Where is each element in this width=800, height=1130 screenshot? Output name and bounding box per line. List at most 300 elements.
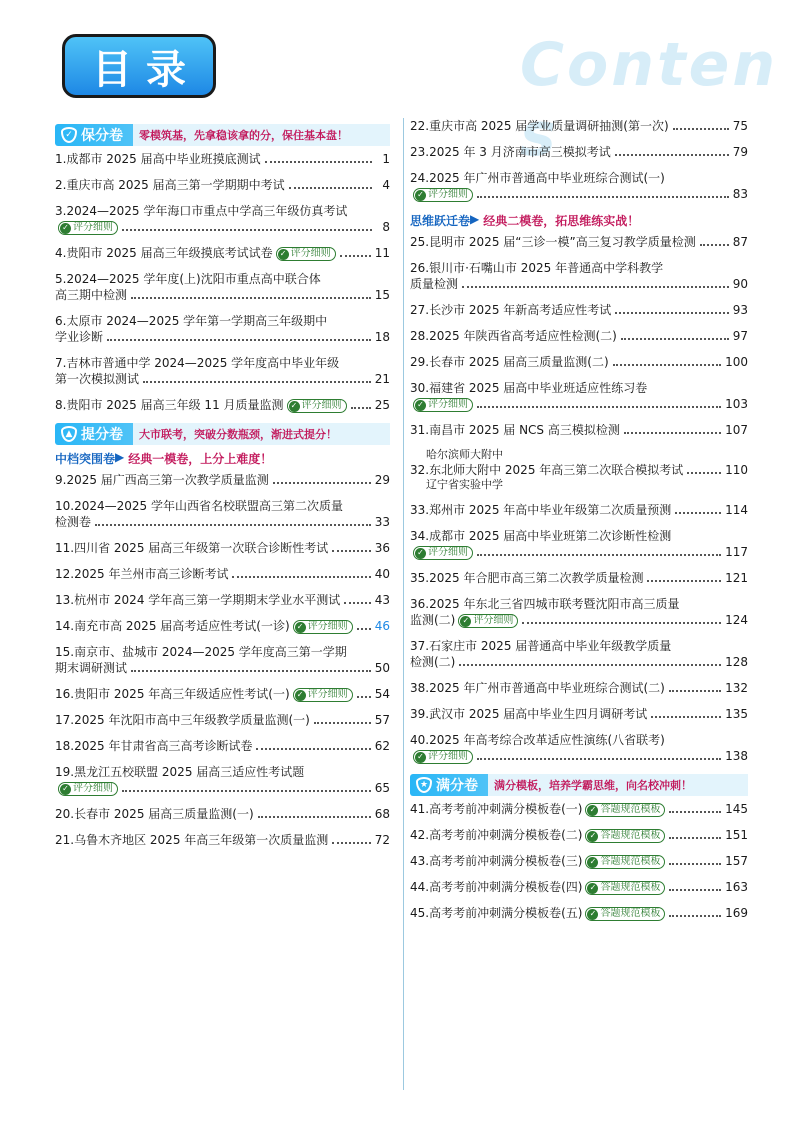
check-icon: ✓ [295,690,306,701]
entry-number: 18. [55,739,75,753]
entry-line [55,644,390,660]
page-title: 目录 [62,34,216,98]
toc-entry[interactable] [410,853,748,869]
entry-line [55,686,390,702]
entry-number: 38. [410,681,430,695]
toc-entry[interactable] [410,706,748,722]
entry-title [55,329,103,345]
tag-label: 答题规范模板 [600,856,661,867]
entry-number: 45. [410,906,430,920]
entry-title [410,528,671,544]
leader-dots [477,196,729,198]
page-number: 145 [725,802,748,816]
toc-entry[interactable] [55,355,390,387]
entry-number: 26. [410,261,430,275]
entry-title-text: 黑龙江五校联盟 2025 届高三适应性考试题 [74,765,305,779]
entry-number: 15. [55,645,75,659]
sub-header-siwei [410,212,748,229]
entry-line [55,313,390,329]
toc-entry[interactable] [55,832,390,848]
detail-tag [585,907,665,921]
tag-label: 答题规范模板 [600,804,661,815]
entry-number: 6. [55,314,67,328]
entry-line [55,329,390,345]
entry-title [55,806,254,822]
toc-entry[interactable] [55,245,390,261]
entry-number: 17. [55,713,75,727]
toc-list-manfen [410,801,748,921]
entry-line [410,234,748,250]
toc-entry[interactable] [55,686,390,702]
leader-dots [256,748,370,750]
leader-dots [357,628,371,630]
entry-title [410,570,643,586]
column-divider [403,118,404,1090]
page-number: 107 [725,423,748,437]
entry-title [410,462,683,478]
sub-label: 思维跃迁卷 [410,214,471,228]
entry-number: 29. [410,355,430,369]
toc-entry[interactable] [55,498,390,530]
entry-title [55,355,339,371]
tag-label: 评分细则 [73,783,113,794]
section-header-tifen [55,423,390,445]
leader-dots [477,554,721,556]
entry-title [55,472,269,488]
section-name: 保分卷 [81,128,123,144]
toc-entry[interactable] [410,596,748,628]
entry-title-text: 杭州市 2024 学年高三第一学期期末学业水平测试 [74,593,341,607]
toc-entry[interactable] [410,801,748,817]
entry-title [410,612,455,628]
page-number: 87 [732,235,748,249]
page-number: 50 [374,661,390,675]
entry-title [410,905,582,921]
leader-dots [669,889,721,891]
toc-entry[interactable] [55,397,390,413]
entry-number: 24. [410,171,430,185]
entry-line [55,712,390,728]
check-icon: ✓ [278,249,289,260]
toc-entry[interactable] [410,144,748,160]
entry-number: 23. [410,145,430,159]
detail-tag [585,855,665,869]
toc-entry[interactable] [55,313,390,345]
leader-dots [107,339,371,341]
entry-line [410,612,748,628]
entry-line [410,422,748,438]
entry-title-text: 检测(二) [410,655,456,669]
page-number: 29 [374,473,390,487]
entry-line [55,472,390,488]
toc-entry[interactable] [410,234,748,250]
check-icon: ✓ [415,190,426,201]
entry-number: 44. [410,880,430,894]
page-number: 33 [374,515,390,529]
right-column [410,118,748,931]
page-number: 40 [374,567,390,581]
leader-dots [615,154,729,156]
entry-line [410,380,748,396]
entry-title-text: 2025 年 3 月济南市高三模拟考试 [429,145,611,159]
leader-dots [273,482,371,484]
entry-title [55,313,327,329]
entry-title-text: 成都市 2025 届高中毕业班摸底测试 [66,152,261,166]
toc-entry[interactable] [55,472,390,488]
leader-dots [95,524,371,526]
entry-title [410,853,582,869]
page-number: 169 [725,906,748,920]
toc-entry[interactable] [55,540,390,556]
entry-number: 21. [55,833,75,847]
entry-title-text: 东北师大附中 2025 年高三第二次联合模拟考试 [429,463,684,477]
contents-watermark: Conten s [520,30,779,170]
entry-title [55,287,127,303]
page-number: 57 [374,713,390,727]
toc-entry[interactable] [410,422,748,438]
toc-entry[interactable] [410,354,748,370]
detail-tag [58,221,118,235]
entry-title-text: 2025 年广州市普通高中毕业班综合测试(一) [429,171,665,185]
entry-number: 39. [410,707,430,721]
leader-dots [621,338,729,340]
entry-line [55,806,390,822]
tag-label: 评分细则 [307,689,348,700]
toc-entry[interactable] [55,618,390,634]
entry-line [410,354,748,370]
entry-number: 14. [55,619,75,633]
entry-title [410,354,609,370]
check-icon: ✓ [60,784,71,795]
page-number: 110 [725,463,748,477]
entry-title-text: 高考考前冲刺满分模板卷(三) [429,854,583,868]
entry-title [55,618,290,634]
toc-entry[interactable] [55,764,390,796]
detail-tag [413,750,473,764]
page-number: 124 [725,613,748,627]
entry-title [55,271,321,287]
entry-title-text: 南昌市 2025 届 NCS 高三模拟检测 [429,423,620,437]
entry-title-text: 南充市高 2025 届高考适应性考试(一诊) [74,619,290,633]
entry-line [410,396,748,412]
detail-tag [293,620,353,634]
entry-number: 16. [55,687,75,701]
leader-dots [669,811,721,813]
toc-entry[interactable] [410,570,748,586]
entry-title-text: 2025 年高考综合改革适应性演练(八省联考) [429,733,665,747]
entry-title-text: 高考考前冲刺满分模板卷(一) [429,802,583,816]
entry-title-text: 2024—2025 学年海口市重点中学高三年级仿真考试 [66,204,348,218]
entry-title-text: 高三期中检测 [55,288,128,302]
toc-entry[interactable] [410,502,748,518]
entry-title [55,566,228,582]
page-number: 36 [374,541,390,555]
entry-title [410,380,647,396]
entry-number: 43. [410,854,430,868]
leader-dots [647,580,721,582]
page-number: 93 [732,303,748,317]
toc-entry[interactable] [410,638,748,670]
entry-title [410,502,671,518]
check-icon: ✓ [415,548,426,559]
page-number: 43 [374,593,390,607]
entry-line [55,219,390,235]
tag-label: 答题规范模板 [600,882,661,893]
entry-number: 3. [55,204,67,218]
entry-line [55,397,390,413]
toc-entry[interactable] [55,712,390,728]
page-number: 46 [374,619,390,633]
entry-title-text: 2025 年东北三省四城市联考暨沈阳市高三质量 [429,597,680,611]
entry-number: 36. [410,597,430,611]
tag-label: 评分细则 [290,248,331,259]
entry-line [55,738,390,754]
entry-number: 25. [410,235,430,249]
entry-title-text: 贵阳市 2025 届高三年级 11 月质量监测 [66,398,284,412]
entry-title-text: 石家庄市 2025 届普通高中毕业年级教学质量 [429,639,672,653]
entry-number: 40. [410,733,430,747]
entry-line [410,544,748,560]
leader-dots [314,722,371,724]
entry-title-text: 太原市 2024—2025 学年第一学期高三年级期中 [66,314,328,328]
entry-title [55,540,328,556]
leader-dots [265,161,372,163]
entry-number: 37. [410,639,430,653]
check-icon: ✓ [587,857,598,868]
entry-title-text: 成都市 2025 届高中毕业班第二次诊断性检测 [429,529,672,543]
entry-line [410,654,748,670]
tag-label: 评分细则 [428,547,468,558]
toc-entry[interactable] [410,680,748,696]
check-icon: ✓ [415,400,426,411]
check-icon: ✓ [587,909,598,920]
toc-entry[interactable] [55,177,390,193]
leader-dots [459,664,721,666]
entry-title-text: 高考考前冲刺满分模板卷(四) [429,880,583,894]
entry-number: 5. [55,272,67,286]
entry-title-text: 乌鲁木齐地区 2025 年高三年级第一次质量监测 [74,833,329,847]
entry-line [410,462,748,478]
page-number: 157 [725,854,748,868]
leader-dots [687,472,721,474]
page-number: 97 [732,329,748,343]
entry-title [55,514,91,530]
entry-title [55,371,139,387]
entry-line [410,570,748,586]
toc-entry[interactable] [410,380,748,412]
page-number: 151 [725,828,748,842]
entry-number: 35. [410,571,430,585]
entry-line [55,618,390,634]
entry-line [410,853,748,869]
page-number: 21 [374,372,390,386]
entry-number: 42. [410,828,430,842]
entry-number: 4. [55,246,67,260]
toc-entry[interactable] [55,203,390,235]
entry-line [410,905,748,921]
entry-title-text: 福建省 2025 届高中毕业班适应性练习卷 [429,381,648,395]
tag-label: 评分细则 [428,399,468,410]
entry-line [410,302,748,318]
leader-dots [700,244,729,246]
entry-title-text: 质量检测 [410,277,459,291]
page-number: 90 [732,277,748,291]
entry-title-text: 2025 年沈阳市高中三年级教学质量监测(一) [74,713,310,727]
section-name: 提分卷 [81,427,123,443]
toc-entry[interactable] [410,170,748,202]
leader-dots [122,790,371,792]
entry-title [410,706,647,722]
entry-title [55,764,304,780]
toc-entry[interactable] [410,879,748,895]
entry-title [55,660,127,676]
leader-dots [624,432,721,434]
page-number: 8 [382,220,390,234]
toc-entry[interactable] [410,260,748,292]
toc-entry[interactable] [410,328,748,344]
entry-title-text: 2025 年广州市普通高中毕业班综合测试(二) [429,681,665,695]
entry-number: 12. [55,567,75,581]
detail-tag [58,782,118,796]
toc-entry[interactable] [410,448,748,492]
entry-title-text: 重庆市高 2025 届学业质量调研抽测(第一次) [429,119,669,133]
entry-title [410,144,611,160]
check-icon: ✓ [289,401,300,412]
entry-title-text: 郑州市 2025 年高中毕业年级第二次质量预测 [429,503,672,517]
entry-title-text: 贵阳市 2025 届高三年级摸底考试试卷 [66,246,273,260]
entry-line [55,498,390,514]
entry-line [55,355,390,371]
entry-title-text: 2025 届广西高三第一次教学质量监测 [66,473,269,487]
left-column [55,118,390,858]
section-slogan: 零模筑基，先拿稳该拿的分，保住基本盘！ [133,124,390,146]
flag-icon: ★ [416,777,432,793]
entry-title [410,328,617,344]
entry-number: 31. [410,423,430,437]
toc-entry[interactable] [410,302,748,318]
page-number: 11 [374,246,390,260]
entry-title-text: 高考考前冲刺满分模板卷(五) [429,906,583,920]
entry-line [410,528,748,544]
entry-title-text: 监测(二) [410,613,456,627]
section-name: 满分卷 [436,778,478,794]
entry-title [55,832,328,848]
entry-number: 11. [55,541,75,555]
entry-line [410,186,748,202]
entry-title [55,245,273,261]
entry-title [55,151,261,167]
toc-entry[interactable] [55,566,390,582]
toc-entry[interactable] [55,151,390,167]
toc-entry[interactable] [55,644,390,676]
page-number: 1 [382,152,390,166]
leader-dots [258,816,371,818]
page-number: 54 [374,687,390,701]
detail-tag [585,829,665,843]
sub-header-zhongdang [55,450,390,467]
sub-text: 经典二模卷，拓思维练实战！ [483,214,640,228]
entry-number: 27. [410,303,430,317]
entry-number: 33. [410,503,430,517]
toc-entry[interactable] [55,271,390,303]
entry-number: 13. [55,593,75,607]
entry-title-text: 2025 年兰州市高三诊断考试 [74,567,229,581]
detail-tag [413,188,473,202]
entry-line [55,832,390,848]
entry-title [410,170,665,186]
detail-tag [276,247,336,261]
entry-title-text: 南京市、盐城市 2024—2025 学年度高三第一学期 [74,645,347,659]
entry-title [55,644,347,660]
entry-number: 8. [55,398,67,412]
entry-title-text: 检测卷 [55,515,92,529]
entry-title-text: 2025 年合肥市高三第二次教学质量检测 [429,571,644,585]
entry-title-text: 长春市 2025 届高三质量监测(二) [429,355,609,369]
toc-entry[interactable] [410,118,748,134]
page-number: 117 [725,545,748,559]
entry-title-text: 武汉市 2025 届高中毕业生四月调研考试 [429,707,648,721]
check-icon: ✓ [415,752,426,763]
leader-dots [357,696,371,698]
entry-title-text: 2024—2025 学年度(上)沈阳市重点高中联合体 [66,272,321,286]
entry-title [410,654,455,670]
leader-dots [289,187,372,189]
entry-line [410,144,748,160]
tag-label: 评分细则 [307,621,348,632]
entry-title [410,422,620,438]
toc-entry[interactable] [410,528,748,560]
toc-entry[interactable] [55,592,390,608]
entry-number: 34. [410,529,430,543]
entry-title [55,592,340,608]
entry-title [410,118,669,134]
section-slogan: 满分模板，培养学霸思维，向名校冲刺！ [488,774,748,796]
page-number: 128 [725,655,748,669]
entry-title-text: 贵阳市 2025 年高三年级适应性考试(一) [74,687,290,701]
toc-entry[interactable] [410,905,748,921]
leader-dots [340,255,371,257]
page-number: 103 [725,397,748,411]
entry-number: 30. [410,381,430,395]
entry-line [410,748,748,764]
entry-line [410,638,748,654]
leader-dots [351,407,371,409]
page-number: 18 [374,330,390,344]
toc-entry[interactable] [55,806,390,822]
tag-label: 评分细则 [428,751,468,762]
rocket-icon: ▲ [61,426,77,442]
toc-entry[interactable] [55,738,390,754]
entry-number: 28. [410,329,430,343]
toc-entry[interactable] [410,732,748,764]
check-icon: ✓ [587,883,598,894]
entry-title-text: 昆明市 2025 届“三诊一模”高三复习教学质量检测 [429,235,696,249]
page-number: 68 [374,807,390,821]
entry-line [55,592,390,608]
entry-title-text: 四川省 2025 届高三年级第一次联合诊断性考试 [74,541,329,555]
page-number: 25 [374,398,390,412]
entry-title-text: 重庆市高 2025 届高三第一学期期中考试 [66,178,285,192]
entry-title [55,686,290,702]
toc-entry[interactable] [410,827,748,843]
entry-number: 2. [55,178,67,192]
entry-line [55,764,390,780]
leader-dots [675,512,721,514]
shield-icon: ✓ [61,127,77,143]
sub-arrow-icon: ▶ [115,450,125,464]
toc-list-tifen [55,472,390,848]
entry-title [410,260,663,276]
